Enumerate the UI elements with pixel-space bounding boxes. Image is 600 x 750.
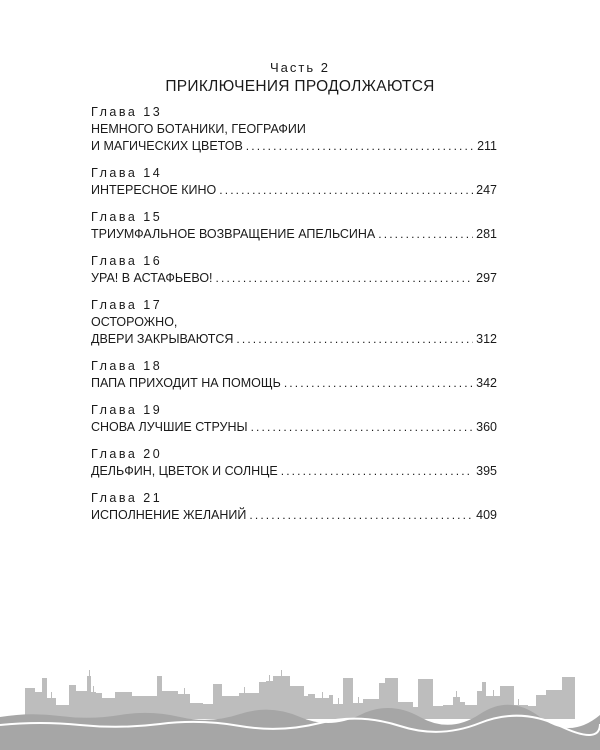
chapter-title-line [91,375,497,392]
chapter-title-text: ИСПОЛНЕНИЕ ЖЕЛАНИЙ [91,508,247,522]
chapter-title-text: ДЕЛЬФИН, ЦВЕТОК И СОЛНЦЕ [91,464,278,478]
page-number: 312 [476,332,497,346]
dot-leader [378,226,473,243]
chapter-title-line [91,331,497,348]
page-number: 342 [476,376,497,390]
page-number: 360 [476,420,497,434]
page-number: 211 [477,139,497,153]
toc-entry [91,358,497,392]
chapter-title-text: ДВЕРИ ЗАКРЫВАЮТСЯ [91,332,234,346]
dot-leader [284,375,473,392]
chapter-label: Глава 19 [91,403,163,417]
chapter-label: Глава 14 [91,166,163,180]
chapter-title-line [91,226,497,243]
chapter-title-text: НЕМНОГО БОТАНИКИ, ГЕОГРАФИИ [91,122,306,136]
chapter-label: Глава 15 [91,210,163,224]
dot-leader [249,507,473,524]
part-label: Часть 2 [270,60,330,75]
chapter-title-line [91,121,497,138]
dot-leader [236,331,473,348]
chapter-title-text: ОСТОРОЖНО, [91,315,178,329]
chapter-label: Глава 18 [91,359,163,373]
chapter-label: Глава 21 [91,491,163,505]
chapter-label: Глава 20 [91,447,163,461]
chapter-title-text: ПАПА ПРИХОДИТ НА ПОМОЩЬ [91,376,281,390]
chapter-title-line [91,463,497,480]
chapter-label: Глава 13 [91,105,163,119]
toc-entry [91,446,497,480]
chapter-title-line [91,507,497,524]
page-number: 409 [476,508,497,522]
dot-leader [281,463,473,480]
chapter-title-text: СНОВА ЛУЧШИЕ СТРУНЫ [91,420,248,434]
table-of-contents [91,104,497,534]
dot-leader [219,182,473,199]
toc-entry [91,104,497,155]
toc-entry [91,490,497,524]
chapter-label: Глава 16 [91,254,163,268]
chapter-title-line [91,419,497,436]
dot-leader [251,419,474,436]
page-number: 395 [476,464,497,478]
page-number: 247 [476,183,497,197]
dot-leader [246,138,474,155]
chapter-title-line [91,270,497,287]
chapter-label: Глава 17 [91,298,163,312]
chapter-title-text: И МАГИЧЕСКИХ ЦВЕТОВ [91,139,243,153]
toc-entry [91,209,497,243]
dot-leader [216,270,474,287]
chapter-title-line [91,182,497,199]
toc-entry [91,297,497,348]
toc-entry [91,253,497,287]
chapter-title-text: УРА! В АСТАФЬЕВО! [91,271,213,285]
chapter-title-text: ТРИУМФАЛЬНОЕ ВОЗВРАЩЕНИЕ АПЕЛЬСИНА [91,227,376,241]
toc-entry [91,402,497,436]
page-number: 297 [476,271,497,285]
chapter-title-line [91,314,497,331]
chapter-title-line [91,138,497,155]
page-number: 281 [476,227,497,241]
chapter-title-text: ИНТЕРЕСНОЕ КИНО [91,183,217,197]
toc-entry [91,165,497,199]
city-skyline-illustration [0,655,600,750]
part-title: ПРИКЛЮЧЕНИЯ ПРОДОЛЖАЮТСЯ [165,78,435,95]
